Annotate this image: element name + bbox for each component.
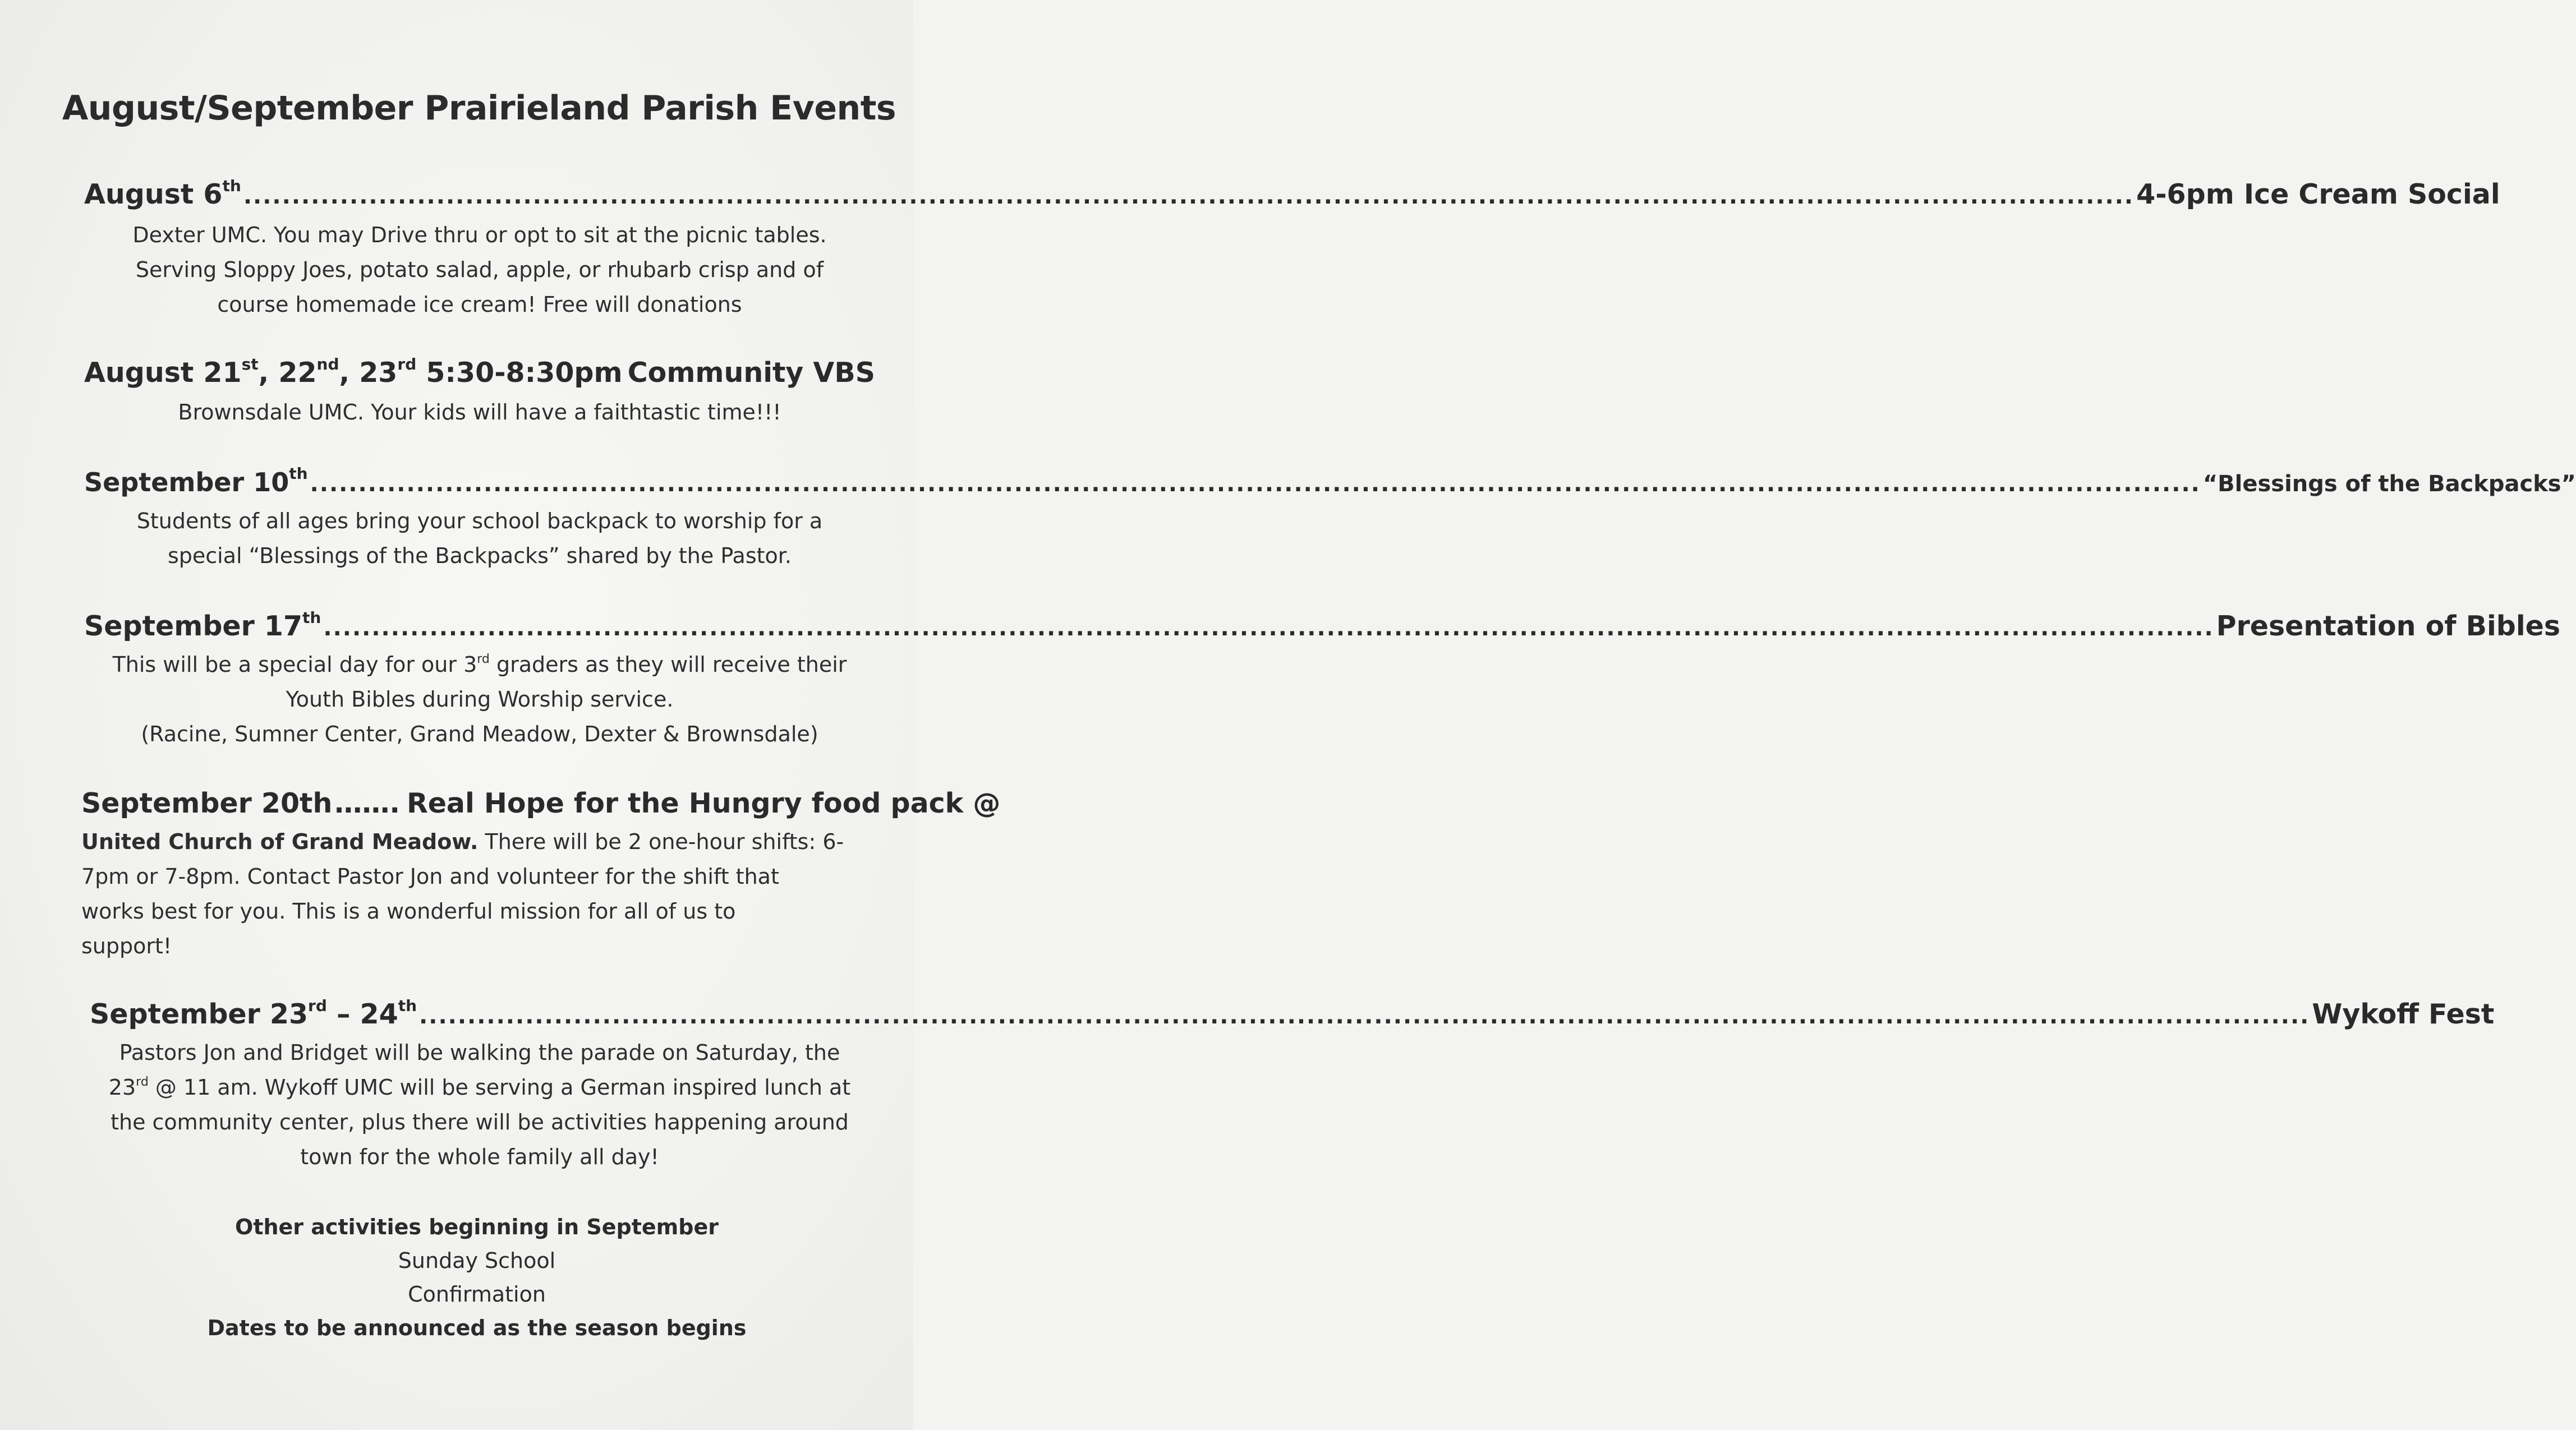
leader-dots — [323, 615, 2214, 641]
event-description-aug-21-23: Brownsdale UMC. Your kids will have a faithtastic time!!! — [178, 400, 781, 425]
other-activities — [112, 1210, 841, 1345]
event-separator: ……. — [334, 787, 400, 819]
leader-dots — [243, 183, 2134, 209]
event-heading-sep-23-24 — [90, 997, 2495, 1030]
leader-dots — [419, 1003, 2310, 1029]
event-description-sep-23-24: Pastors Jon and Bridget will be walking the parade on Saturday, the 23rd @ 11 am. Wykoff UMC will be serving a German inspired lunch at the community center, plus there will be activities happening around town for the whole family all day! — [108, 1040, 851, 1169]
event-date: September 20th — [81, 787, 333, 819]
dates-note: Dates to be announced as the season begins — [207, 1316, 747, 1340]
event-detail: Community VBS — [627, 357, 875, 389]
event-detail: “Blessings of the Backpacks” — [2202, 471, 2576, 497]
event-detail: Wykoff Fest — [2312, 998, 2495, 1030]
event-heading-aug-6 — [84, 177, 2500, 210]
event-heading-aug-21-23 — [84, 357, 875, 389]
event-description-sep-10: Students of all ages bring your school backpack to worship for a special “Blessings of the Backpacks” shared by the Pastor. — [136, 509, 823, 568]
activity-sunday-school: Sunday School — [398, 1248, 556, 1273]
event-date: September 23rd – 24th — [90, 997, 417, 1030]
event-heading-sep-17 — [84, 608, 2561, 642]
event-description-sep-17: This will be a special day for our 3rd graders as they will receive their Youth Bibles during Worship service. (Racine, Sumner Center, Grand Meadow, Dexter & Brownsdale) — [112, 652, 847, 746]
event-heading-sep-10 — [84, 464, 2576, 497]
event-detail: 4-6pm Ice Cream Social — [2136, 178, 2500, 210]
event-date: August 6th — [84, 177, 241, 210]
page-title: August/September Prairieland Parish Events — [62, 89, 896, 128]
activity-confirmation: Confirmation — [408, 1282, 546, 1307]
event-heading-sep-20 — [81, 787, 1001, 819]
other-activities-heading: Other activities beginning in September — [235, 1215, 719, 1239]
event-description-sep-20: United Church of Grand Meadow. There will be 2 one-hour shifts: 6- 7pm or 7-8pm. Contact Pastor Jon and volunteer for the shift that works best for you. This is a wonderful mission for all of us to support! — [81, 829, 844, 958]
leader-dots — [310, 471, 2201, 497]
event-detail: Presentation of Bibles — [2216, 610, 2561, 642]
event-date: September 17th — [84, 608, 321, 642]
event-description-aug-6: Dexter UMC. You may Drive thru or opt to sit at the picnic tables. Serving Sloppy Joes, potato salad, apple, or rhubarb crisp and of course homemade ice cream! Free will donations — [132, 223, 827, 317]
event-date: September 10th — [84, 464, 308, 497]
event-date: August 21st, 22nd, 23rd 5:30-8:30pm — [84, 355, 623, 389]
event-detail: Real Hope for the Hungry food pack @ — [406, 787, 1001, 819]
